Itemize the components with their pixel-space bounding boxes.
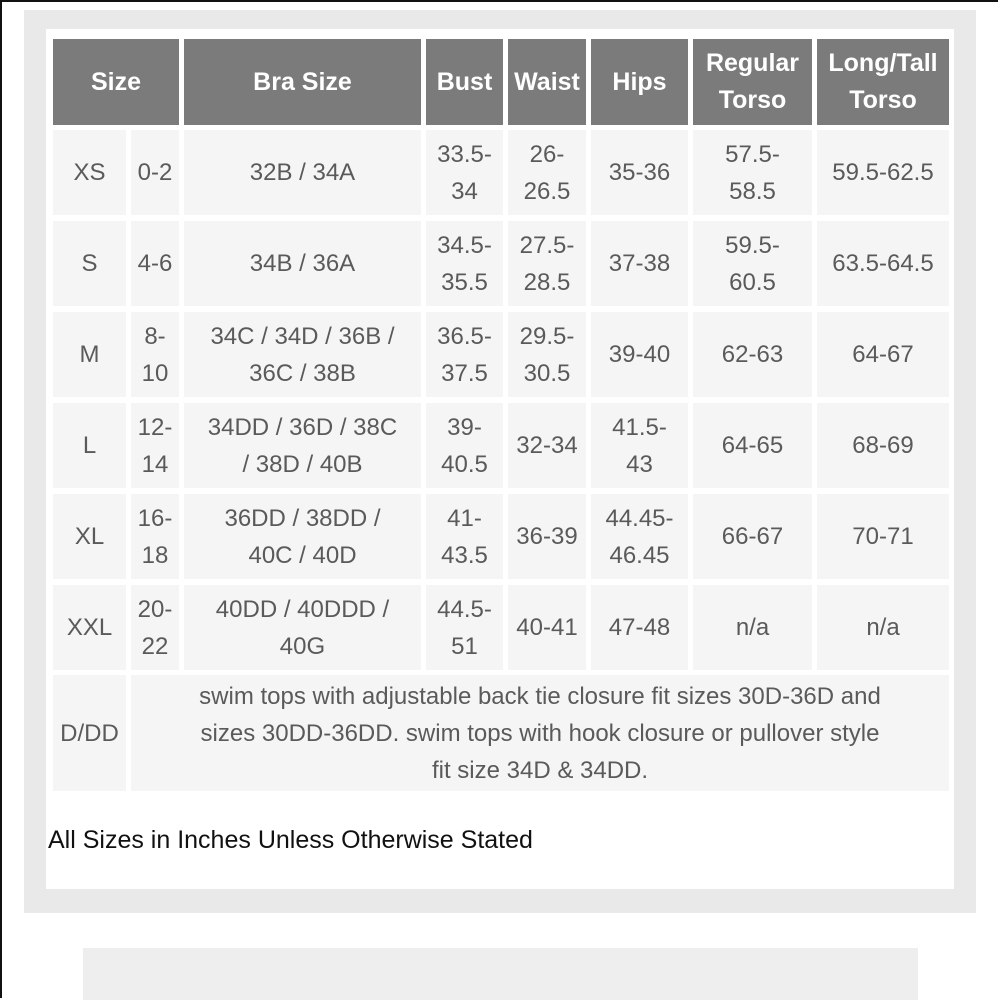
cell-hips: 41.5- 43 (591, 403, 688, 488)
cell-hips: 44.45- 46.45 (591, 494, 688, 579)
cell-size-number: 20- 22 (131, 585, 179, 670)
cell-long-tall-torso: n/a (817, 585, 949, 670)
cell-size-number: 0-2 (131, 130, 179, 215)
cell-size-number: 12- 14 (131, 403, 179, 488)
cell-hips: 37-38 (591, 221, 688, 306)
cell-waist: 29.5- 30.5 (508, 312, 586, 397)
cell-size-number: 16- 18 (131, 494, 179, 579)
dd-note-text: swim tops with adjustable back tie closure fit sizes 30D-36D and sizes 30DD-36DD. swim tops with hook closure or pullover style fit size 34D & 34DD. (131, 675, 949, 791)
cell-long-tall-torso: 59.5-62.5 (817, 130, 949, 215)
units-footnote: All Sizes in Inches Unless Otherwise Stated (48, 826, 533, 854)
cell-bust: 39- 40.5 (426, 403, 503, 488)
header-size: Size (53, 39, 179, 125)
header-bust: Bust (426, 39, 503, 125)
cell-size: L (53, 403, 126, 488)
cell-bust: 44.5- 51 (426, 585, 503, 670)
cell-regular-torso: n/a (693, 585, 812, 670)
cell-bra-size: 34C / 34D / 36B / 36C / 38B (184, 312, 421, 397)
cell-regular-torso: 66-67 (693, 494, 812, 579)
header-waist: Waist (508, 39, 586, 125)
cell-waist: 40-41 (508, 585, 586, 670)
header-regular-torso: Regular Torso (693, 39, 812, 125)
cell-bra-size: 32B / 34A (184, 130, 421, 215)
header-long-tall-torso: Long/Tall Torso (817, 39, 949, 125)
header-hips: Hips (591, 39, 688, 125)
cell-size-number: 4-6 (131, 221, 179, 306)
cell-waist: 27.5- 28.5 (508, 221, 586, 306)
cell-size: M (53, 312, 126, 397)
cell-bra-size: 34DD / 36D / 38C / 38D / 40B (184, 403, 421, 488)
cell-long-tall-torso: 64-67 (817, 312, 949, 397)
cell-bra-size: 34B / 36A (184, 221, 421, 306)
dd-note-label: D/DD (53, 675, 126, 791)
cell-size: XS (53, 130, 126, 215)
next-card-placeholder (83, 948, 918, 1000)
cell-regular-torso: 59.5- 60.5 (693, 221, 812, 306)
cell-bust: 33.5- 34 (426, 130, 503, 215)
cell-waist: 26- 26.5 (508, 130, 586, 215)
cell-regular-torso: 62-63 (693, 312, 812, 397)
cell-hips: 35-36 (591, 130, 688, 215)
cell-bust: 36.5- 37.5 (426, 312, 503, 397)
cell-hips: 39-40 (591, 312, 688, 397)
cell-hips: 47-48 (591, 585, 688, 670)
header-bra-size: Bra Size (184, 39, 421, 125)
cell-waist: 36-39 (508, 494, 586, 579)
cell-bust: 41- 43.5 (426, 494, 503, 579)
cell-long-tall-torso: 63.5-64.5 (817, 221, 949, 306)
cell-size: S (53, 221, 126, 306)
cell-size-number: 8- 10 (131, 312, 179, 397)
cell-regular-torso: 57.5- 58.5 (693, 130, 812, 215)
cell-bust: 34.5- 35.5 (426, 221, 503, 306)
cell-long-tall-torso: 70-71 (817, 494, 949, 579)
cell-bra-size: 40DD / 40DDD / 40G (184, 585, 421, 670)
cell-size: XL (53, 494, 126, 579)
cell-size: XXL (53, 585, 126, 670)
cell-waist: 32-34 (508, 403, 586, 488)
cell-bra-size: 36DD / 38DD / 40C / 40D (184, 494, 421, 579)
cell-long-tall-torso: 68-69 (817, 403, 949, 488)
cell-regular-torso: 64-65 (693, 403, 812, 488)
